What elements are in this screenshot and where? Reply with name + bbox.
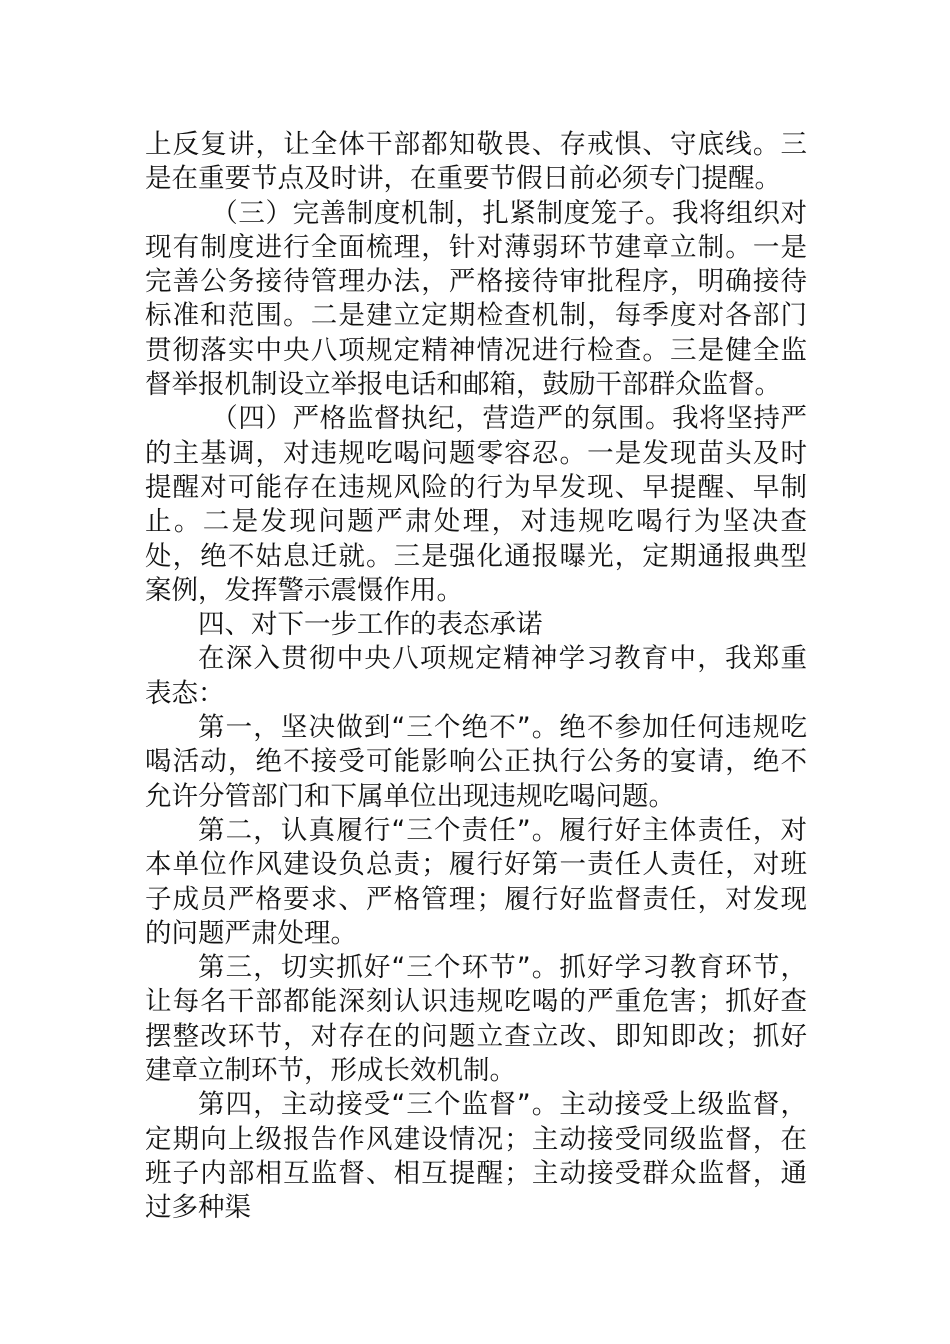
paragraph-section-4: （四）严格监督执纪，营造严的氛围。我将坚持严的主基调，对违规吃喝问题零容忍。一是发现苗头及时提醒对可能存在违规风险的行为早发现、早提醒、早制止。二是发现问题严肃处理，对违规吃喝行为坚决查处，绝不姑息迁就。三是强化通报曝光，定期通报典型案例，发挥警示震慑作用。 (145, 403, 807, 606)
paragraph-commitment-2: 第二，认真履行“三个责任”。履行好主体责任，对本单位作风建设负总责；履行好第一责任人责任，对班子成员严格要求、严格管理；履行好监督责任，对发现的问题严肃处理。 (145, 814, 807, 949)
section-heading-commitment: 四、对下一步工作的表态承诺 (198, 609, 543, 641)
paragraph-commitment-1: 第一，坚决做到“三个绝不”。绝不参加任何违规吃喝活动，绝不接受可能影响公正执行公务的宴请，绝不允许分管部门和下属单位出现违规吃喝问题。 (145, 712, 807, 812)
paragraph-commitment-4: 第四，主动接受“三个监督”。主动接受上级监督，定期向上级报告作风建设情况；主动接受同级监督，在班子内部相互监督、相互提醒；主动接受群众监督，通过多种渠 (145, 1089, 807, 1224)
paragraph-continuation: 上反复讲，让全体干部都知敬畏、存戒惧、守底线。三是在重要节点及时讲，在重要节假日前必须专门提醒。 (145, 129, 807, 195)
document-body (145, 128, 807, 1226)
paragraph-section-3: （三）完善制度机制，扎紧制度笼子。我将组织对现有制度进行全面梳理，针对薄弱环节建章立制。一是完善公务接待管理办法，严格接待审批程序，明确接待标准和范围。二是建立定期检查机制，每季度对各部门贯彻落实中央八项规定精神情况进行检查。三是健全监督举报机制设立举报电话和邮箱，鼓励干部群众监督。 (145, 197, 807, 401)
paragraph-commitment-3: 第三，切实抓好“三个环节”。抓好学习教育环节，让每名干部都能深刻认识违规吃喝的严重危害；抓好查摆整改环节，对存在的问题立查立改、即知即改；抓好建章立制环节，形成长效机制。 (145, 952, 807, 1087)
paragraph-intro-commitment: 在深入贯彻中央八项规定精神学习教育中，我郑重表态： (145, 643, 807, 709)
